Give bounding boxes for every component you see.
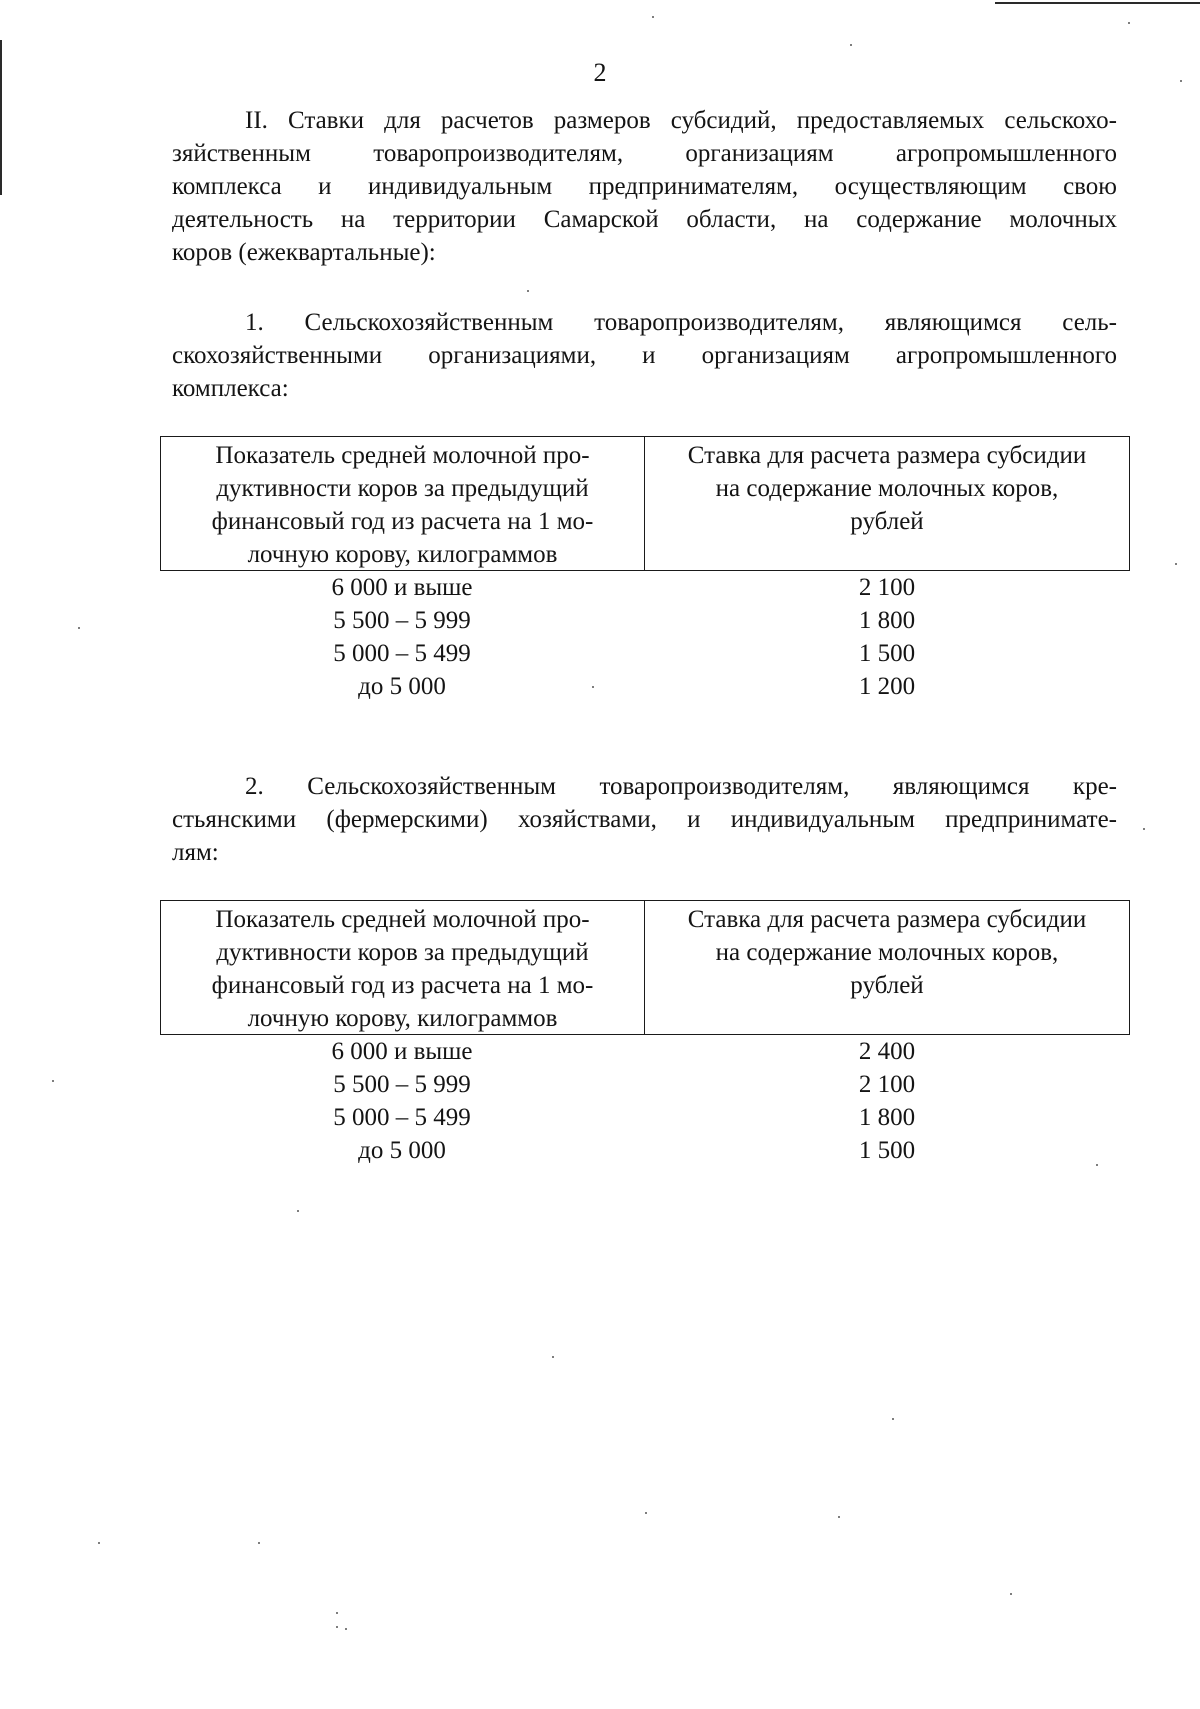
header-productivity — [161, 437, 645, 570]
scan-speck — [78, 627, 80, 629]
header-productivity — [161, 901, 645, 1034]
section-heading-line: зяйственным товаропроизводителям, организациям агропромышленного — [172, 140, 1117, 167]
item-2-line: лям: — [172, 839, 219, 866]
header-line: Ставка для расчета размера субсидии — [687, 906, 1087, 933]
header-line: рублей — [850, 508, 924, 535]
scan-speck — [592, 686, 594, 688]
table-row — [160, 1035, 1130, 1068]
rate-cell: 2 100 — [858, 574, 916, 601]
table-row — [160, 1101, 1130, 1134]
scan-speck — [1010, 1593, 1012, 1595]
item-1-line: 1. Сельскохозяйственным товаропроизводителям, являющимся сель- — [245, 309, 1117, 336]
scan-speck — [1175, 563, 1177, 565]
page-number: 2 — [593, 58, 607, 87]
header-rate — [645, 437, 1129, 570]
header-line: на содержание молочных коров, — [715, 939, 1059, 966]
productivity-cell: 5 000 – 5 499 — [333, 640, 471, 667]
scan-speck — [1180, 80, 1182, 82]
table-header — [160, 900, 1130, 1035]
rate-cell: 1 500 — [858, 1137, 916, 1164]
scan-speck — [838, 1516, 840, 1518]
table-row — [160, 637, 1130, 670]
item-1-paragraph — [172, 306, 1117, 405]
header-line: финансовый год из расчета на 1 мо- — [211, 508, 594, 535]
scan-speck — [1143, 828, 1145, 830]
header-line: дуктивности коров за предыдущий — [216, 939, 589, 966]
scan-edge-top — [995, 2, 1200, 4]
scan-speck — [645, 1512, 647, 1514]
rate-table-organizations — [160, 436, 1130, 703]
productivity-cell: 6 000 и выше — [331, 574, 473, 601]
scan-speck — [850, 44, 852, 46]
table-row — [160, 604, 1130, 637]
rate-cell: 1 800 — [858, 1104, 916, 1131]
table-row — [160, 571, 1130, 604]
productivity-cell: до 5 000 — [358, 1137, 446, 1164]
rate-cell: 1 200 — [858, 673, 916, 700]
section-heading-line: II. Ставки для расчетов размеров субсидий, предоставляемых сельскохо- — [245, 107, 1117, 134]
item-1-line: комплекса: — [172, 375, 289, 402]
scan-speck — [527, 290, 529, 292]
rate-cell: 1 800 — [858, 607, 916, 634]
scan-speck — [98, 1542, 100, 1544]
header-line: Показатель средней молочной про- — [215, 906, 590, 933]
productivity-cell: до 5 000 — [358, 673, 446, 700]
scan-speck — [336, 1612, 338, 1614]
scan-speck — [52, 1080, 54, 1082]
rate-cell: 2 400 — [858, 1038, 916, 1065]
section-heading — [172, 104, 1117, 269]
item-2-paragraph — [172, 770, 1117, 869]
scan-speck — [336, 1626, 338, 1628]
header-line: рублей — [850, 972, 924, 999]
scan-speck — [345, 1628, 347, 1630]
scan-speck — [892, 1418, 894, 1420]
scan-speck — [1096, 1164, 1098, 1166]
header-line: на содержание молочных коров, — [715, 475, 1059, 502]
productivity-cell: 5 000 – 5 499 — [333, 1104, 471, 1131]
scan-speck — [1128, 22, 1130, 24]
item-2-line: стьянскими (фермерскими) хозяйствами, и индивидуальным предпринимате- — [172, 806, 1117, 833]
scan-speck — [258, 1542, 260, 1544]
section-heading-line: коров (ежеквартальные): — [172, 239, 436, 266]
header-line: Ставка для расчета размера субсидии — [687, 442, 1087, 469]
header-line: Показатель средней молочной про- — [215, 442, 590, 469]
table-header — [160, 436, 1130, 571]
table-row — [160, 1134, 1130, 1167]
section-heading-line: комплекса и индивидуальным предпринимателям, осуществляющим свою — [172, 173, 1117, 200]
productivity-cell: 5 500 – 5 999 — [333, 1071, 471, 1098]
item-2-line: 2. Сельскохозяйственным товаропроизводителям, являющимся кре- — [245, 773, 1117, 800]
item-1-line: скохозяйственными организациями, и организациям агропромышленного — [172, 342, 1117, 369]
scan-speck — [552, 1356, 554, 1358]
rate-cell: 2 100 — [858, 1071, 916, 1098]
header-line: лочную корову, килограммов — [247, 541, 558, 568]
scan-speck — [652, 16, 654, 18]
header-line: дуктивности коров за предыдущий — [216, 475, 589, 502]
table-row — [160, 670, 1130, 703]
scan-speck — [297, 1210, 299, 1212]
table-row — [160, 1068, 1130, 1101]
header-line: лочную корову, килограммов — [247, 1005, 558, 1032]
section-heading-line: деятельность на территории Самарской области, на содержание молочных — [172, 206, 1117, 233]
rate-cell: 1 500 — [858, 640, 916, 667]
productivity-cell: 6 000 и выше — [331, 1038, 473, 1065]
header-rate — [645, 901, 1129, 1034]
rate-table-farms — [160, 900, 1130, 1167]
productivity-cell: 5 500 – 5 999 — [333, 607, 471, 634]
header-line: финансовый год из расчета на 1 мо- — [211, 972, 594, 999]
